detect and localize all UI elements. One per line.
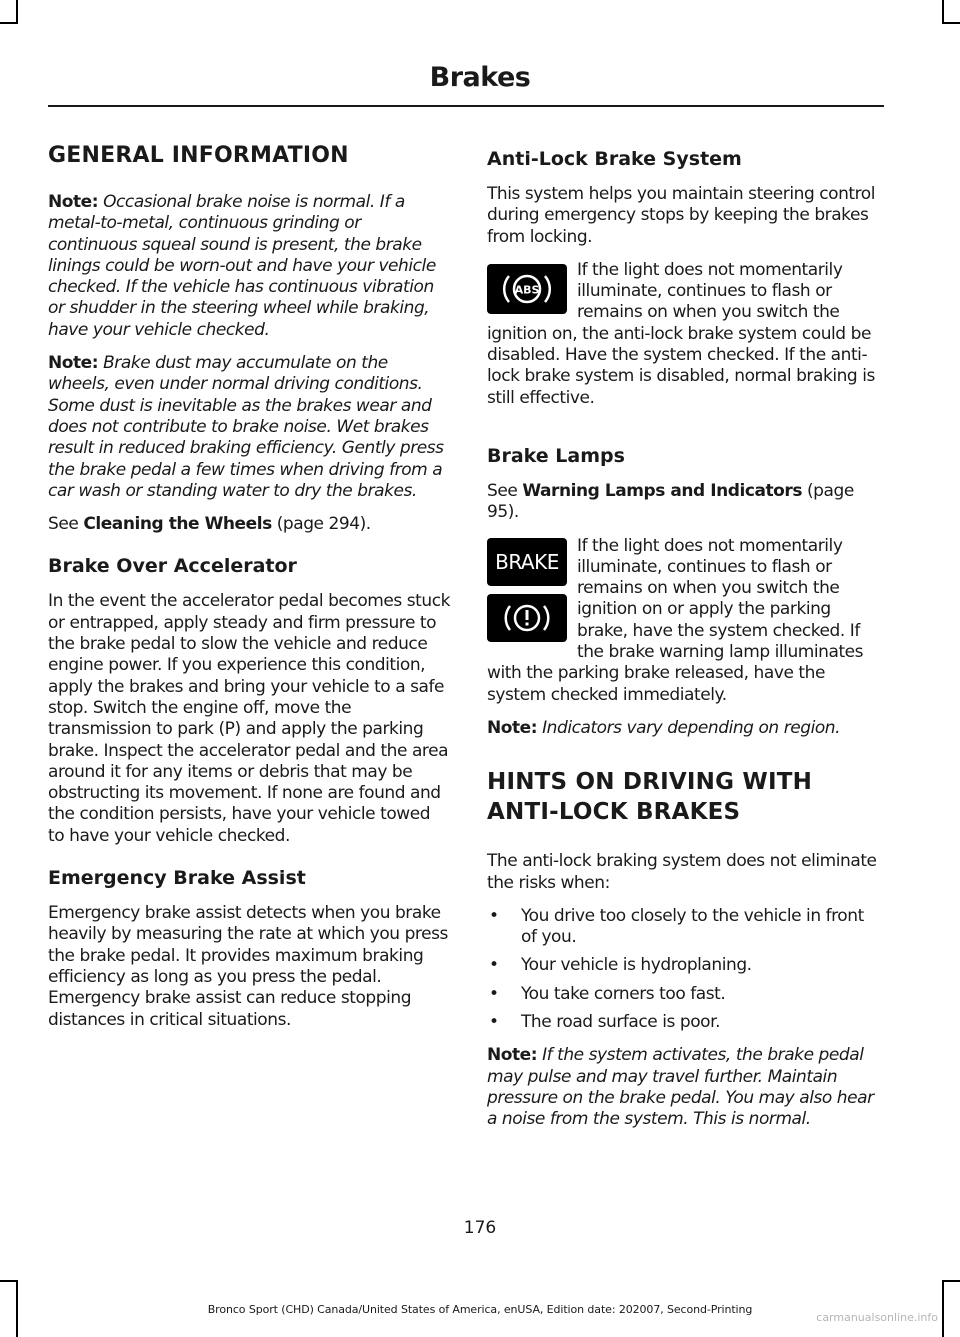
bullet-icon: • — [489, 1012, 499, 1033]
brake-over-accelerator-heading: Brake Over Accelerator — [48, 555, 297, 578]
hints-intro: The anti-lock braking system does not eliminate the risks when: — [487, 851, 877, 893]
hints-heading-line1: HINTS ON DRIVING WITH — [487, 769, 813, 796]
brake-text-warning-icon — [487, 538, 567, 586]
abs-icon-label: ABS — [514, 283, 540, 297]
hints-heading — [487, 767, 883, 827]
note-system-activates — [487, 1045, 883, 1130]
watermark: carmanualsonline.info — [816, 1311, 938, 1324]
note-text: Brake dust may accumulate on the wheels, even under normal driving conditions. Some dust is inevitable as the brakes wear and does not contribute to brake noise. Wet brakes result in reduced braking efficiency. Gently press the brake pedal a few times when driving from a car wash or standing water to dry the brakes. — [48, 353, 444, 501]
abs-warning-block — [487, 260, 883, 421]
risk-list — [487, 906, 883, 1033]
see-prefix: See — [48, 514, 79, 535]
list-item — [487, 1012, 883, 1033]
page-ref: (page 294). — [276, 514, 371, 535]
emergency-brake-assist-body: Emergency brake assist detects when you brake heavily by measuring the rate at which you press the brake pedal. It provides maximum braking efficiency as long as you press the pedal. Emergency brake assist can reduce stopping distances in critical situations. — [48, 903, 448, 1030]
right-column — [487, 140, 883, 1143]
note-label: Note: — [48, 192, 99, 212]
header-rule — [48, 105, 884, 107]
note-brake-dust — [48, 353, 450, 502]
general-information-heading: GENERAL INFORMATION — [48, 143, 349, 168]
see-warning-lamps — [487, 481, 883, 524]
bullet-icon: • — [489, 955, 499, 976]
brake-light-text: If the light does not momentarily illuminate, continues to flash or remains on when you switch the ignition on or apply the parking brake, have the system checked. If the brake warning lamp illuminates with the parking brake released, have the system checked immediately. — [487, 535, 864, 705]
crop-mark — [942, 0, 944, 22]
abs-light-text: If the light does not momentarily illuminate, continues to flash or remains on when you switch the ignition on, the anti-lock brake system could be disabled. Have the system checked. If the anti-lock brake system is disabled, normal braking is still effective. — [487, 259, 875, 408]
crop-mark — [0, 22, 18, 24]
bullet-icon: • — [489, 983, 499, 1004]
brake-icons — [487, 538, 567, 642]
crop-mark — [0, 1280, 18, 1282]
note-label: Note: — [48, 353, 99, 374]
list-item — [487, 984, 883, 1005]
list-item — [487, 906, 883, 949]
bullet-icon: • — [489, 905, 499, 926]
page-number: 176 — [463, 1218, 497, 1238]
warning-lamps-link[interactable]: Warning Lamps and Indicators — [522, 480, 803, 501]
crop-mark — [16, 0, 18, 22]
emergency-brake-assist-heading: Emergency Brake Assist — [48, 867, 306, 890]
brake-over-accelerator-body: In the event the accelerator pedal becomes stuck or entrapped, apply steady and firm pressure to the brake pedal to slow the vehicle and reduce engine power. If you experience this condition, apply the brakes and bring your vehicle to a safe stop. Switch the engine off, move the transmission to park (P) and apply the parking brake. Inspect the accelerator pedal and the area around it for any items or debris that may be obstructing its movement. If none are found and the condition persists, have your vehicle towed to have your vehicle checked. — [48, 591, 450, 846]
hints-heading-line2: ANTI-LOCK BRAKES — [487, 799, 741, 826]
brake-symbol-warning-icon — [487, 594, 567, 642]
cleaning-wheels-link[interactable]: Cleaning the Wheels — [83, 514, 272, 535]
crop-mark — [942, 1280, 960, 1282]
list-item — [487, 955, 883, 976]
crop-mark — [942, 22, 960, 24]
note-label: Note: — [487, 1045, 538, 1066]
abs-intro: This system helps you maintain steering control during emergency stops by keeping the brakes from locking. — [487, 184, 876, 247]
note-text: If the system activates, the brake pedal may pulse and may travel further. Maintain pressure on the brake pedal. You may also hear a noise from the system. This is normal. — [487, 1045, 874, 1130]
brake-icon-label: BRAKE — [495, 549, 559, 574]
list-item-text: You drive too closely to the vehicle in front of you. — [521, 905, 864, 948]
note-label: Note: — [487, 717, 538, 738]
list-item-text: You take corners too fast. — [521, 983, 726, 1004]
see-cleaning-wheels — [48, 514, 450, 535]
page-title: Brakes — [429, 62, 531, 93]
left-column — [48, 140, 450, 1043]
see-prefix: See — [487, 480, 518, 501]
brake-warning-block — [487, 536, 883, 718]
note-indicators — [487, 718, 883, 739]
list-item-text: The road surface is poor. — [521, 1012, 721, 1033]
note-text: Indicators vary depending on region. — [542, 717, 841, 738]
brake-lamps-heading: Brake Lamps — [487, 444, 625, 467]
note-text: Occasional brake noise is normal. If a metal-to-metal, continuous grinding or continuous squeal sound is present, the brake linings could be worn-out and have your vehicle checked. If the vehicle has continuous vibration or shudder in the steering wheel while braking, have your vehicle checked. — [48, 192, 436, 340]
edition-footer: Bronco Sport (CHD) Canada/United States of America, enUSA, Edition date: 202007, Second-Printing — [207, 1303, 753, 1316]
anti-lock-brake-system-heading: Anti-Lock Brake System — [487, 148, 742, 170]
page-ref: (page 95). — [487, 480, 854, 523]
note-brake-noise — [48, 192, 450, 341]
abs-warning-icon — [487, 264, 567, 314]
list-item-text: Your vehicle is hydroplaning. — [521, 955, 752, 976]
